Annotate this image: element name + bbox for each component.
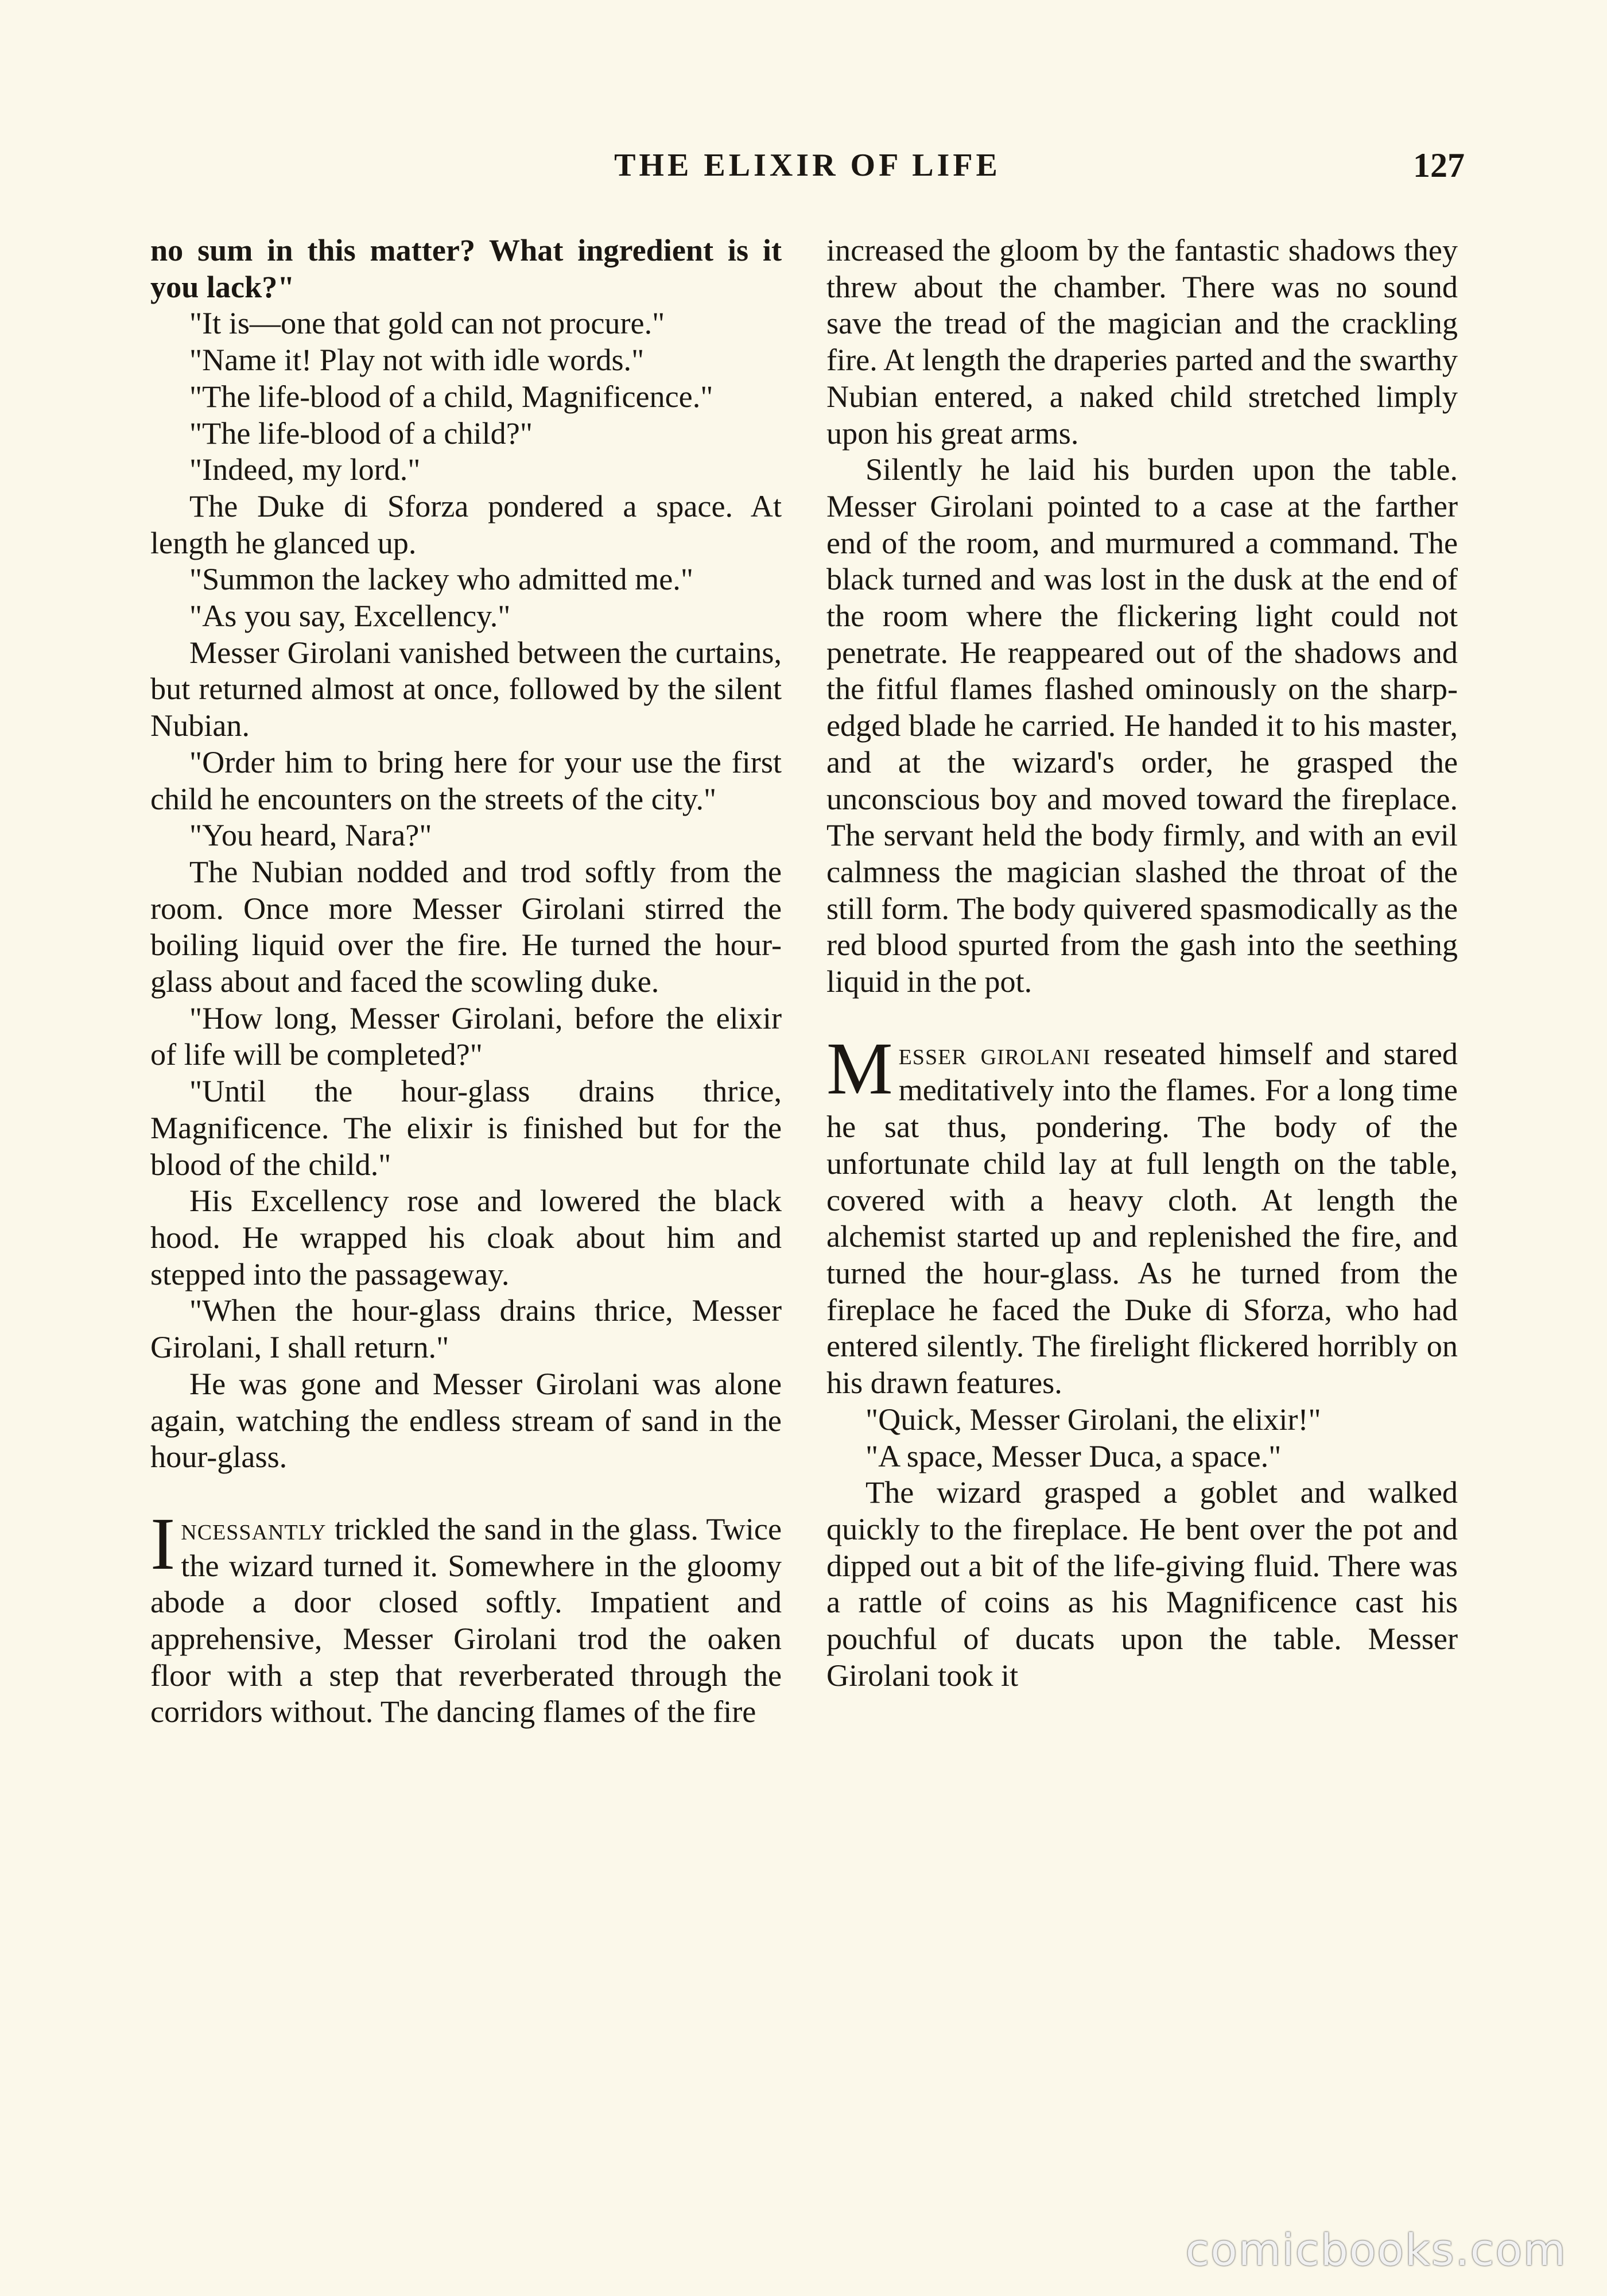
paragraph: Silently he laid his burden upon the table. Messer Girolani pointed to a case at the farther end of the room, and murmured a command. The black turned and was lost in the dusk at the end of the room where the flickering light could not penetrate. He reappeared out of the shadows and the fitful flames flashed ominously on the sharp-edged blade he carried. He handed it to his master, and at the wizard's order, he grasped the unconscious boy and moved toward the fireplace. The servant held the body firmly, and with an evil calmness the magician slashed the throat of the still form. The body quivered spasmodically as the red blood spurted from the gash into the seething liquid in the pot. (826, 452, 1458, 999)
paragraph: Messer Girolani vanished between the curtains, but returned almost at once, followed by the silent Nubian. (150, 635, 782, 743)
paragraph: "Name it! Play not with idle words." (189, 343, 645, 378)
paragraph: "As you say, Excellency." (189, 599, 511, 634)
paragraph: The wizard grasped a goblet and walked quickly to the fireplace. He bent over the pot and dipped out a bit of the life-giving fluid. There was a rattle of coins as his Magnificence cast his pouchful of ducats upon the table. Messer Girolani took it (826, 1475, 1458, 1693)
paragraph: "You heard, Nara?" (189, 818, 432, 853)
running-head (150, 142, 1465, 188)
drop-cap: I (150, 1502, 176, 1585)
paragraph: "Indeed, my lord." (189, 452, 421, 487)
right-column (826, 232, 1458, 1694)
paragraph: His Excellency rose and lowered the black hood. He wrapped his cloak about him and stepped into the passageway. (150, 1184, 782, 1292)
paragraph: "A space, Messer Duca, a space." (865, 1438, 1282, 1473)
paragraph: "The life-blood of a child?" (189, 416, 533, 451)
paragraph: increased the gloom by the fantastic shadows they threw about the chamber. There was no sound save the tread of the magician and the crackling fire. At length the draperies parted and the swarthy Nubian entered, a naked child stretched limply upon his great arms. (826, 233, 1458, 451)
paragraph: "How long, Messer Girolani, before the elixir of life will be completed?" (150, 1000, 782, 1072)
watermark-logo: comicbooks.com (1185, 2224, 1567, 2275)
section-opening-paragraph (826, 1027, 1458, 1402)
page-title: THE ELIXIR OF LIFE (614, 148, 1001, 183)
section-break (826, 1000, 1458, 1036)
paragraph: "Quick, Messer Girolani, the elixir!" (865, 1402, 1321, 1437)
paragraph-text: reseated himself and stared meditatively into the flames. For a long time he sat thus, pondering. The body of the unfortunate child lay at full length on the table, covered with a heavy cloth. At length the alchemist started up and replenished the fire, and turned the hour-glass. As he turned from the fireplace he faced the Duke di Sforza, who had entered silently. The firelight flickered horribly on his drawn features. (826, 1036, 1458, 1401)
drop-cap: M (826, 1027, 893, 1110)
paragraph: "Until the hour-glass drains thrice, Magnificence. The elixir is finished but for the blood of the child." (150, 1074, 782, 1182)
paragraph: "When the hour-glass drains thrice, Messer Girolani, I shall return." (150, 1293, 782, 1365)
paragraph: "Summon the lackey who admitted me." (189, 562, 693, 597)
left-column (150, 232, 782, 1731)
paragraph: no sum in this matter? What ingredient is it you lack?" (150, 233, 782, 304)
page-number: 127 (1413, 146, 1465, 184)
paragraph: "Order him to bring here for your use the first child he encounters on the streets of the city." (150, 744, 782, 816)
paragraph-text: trickled the sand in the glass. Twice the wizard turned it. Somewhere in the gloomy abode a door closed softly. Impatient and apprehensive, Messer Girolani trod the oaken floor with a step that reverberated through the corridors without. The dancing flames of the fire (150, 1511, 782, 1729)
paragraph: "It is—one that gold can not procure." (189, 306, 665, 341)
section-break (150, 1476, 782, 1511)
section-opening-paragraph (150, 1502, 782, 1731)
paragraph: The Duke di Sforza pondered a space. At length he glanced up. (150, 488, 782, 560)
paragraph: He was gone and Messer Girolani was alone again, watching the endless stream of sand in the hour-glass. (150, 1366, 782, 1475)
paragraph: The Nubian nodded and trod softly from the room. Once more Messer Girolani stirred the boiling liquid over the fire. He turned the hour-glass about and faced the scowling duke. (150, 854, 782, 999)
small-caps-lead: esser girolani (898, 1036, 1091, 1071)
small-caps-lead: ncessantly (181, 1511, 327, 1546)
paragraph: "The life-blood of a child, Magnificence." (189, 379, 713, 414)
